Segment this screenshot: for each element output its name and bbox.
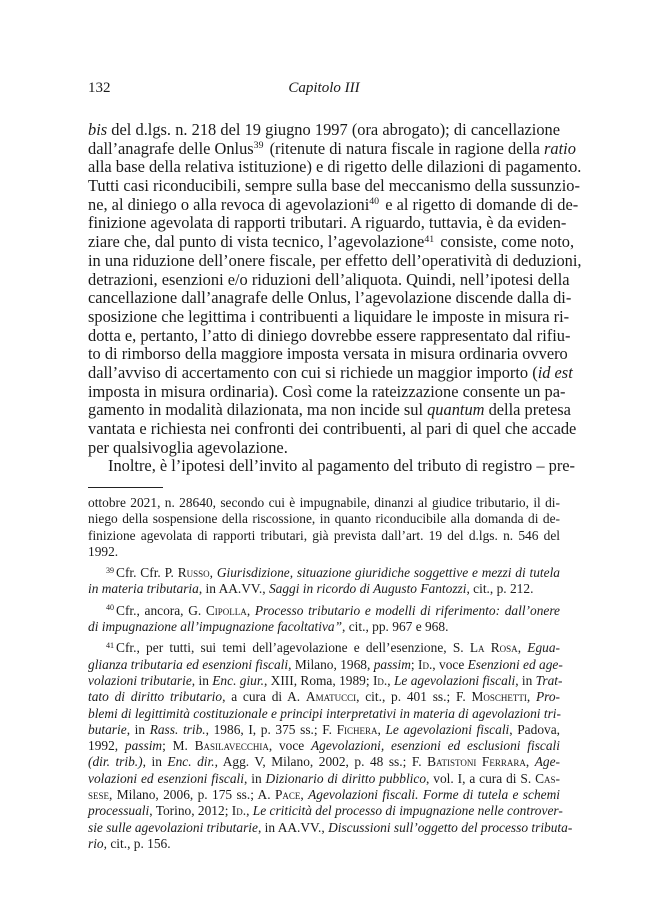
footnote-line: [88, 803, 563, 819]
small-caps-author: Fichera: [336, 721, 378, 737]
footnote-line: [88, 511, 560, 527]
italic-run: Rass. trib.: [149, 721, 206, 737]
text-run: to di rimborso della maggiore imposta versata in misura ordinaria ovvero: [88, 344, 568, 364]
italic-run: Dizionario di diritto pubblico: [265, 770, 427, 786]
text-run: , vol. I, a cura di S.: [426, 770, 536, 786]
text-line: [88, 381, 566, 402]
footnote-marker: 40: [106, 603, 115, 613]
footnote-line: [88, 672, 563, 689]
text-run: (ritenute di natura fiscale in ragione della: [265, 138, 545, 158]
italic-run: volazioni tributarie: [88, 672, 192, 688]
text-run: ,: [246, 803, 253, 819]
small-caps-author: Moschetti: [471, 689, 527, 705]
text-run: , in AA.VV.,: [198, 581, 269, 597]
italic-run: Enc. giur.: [212, 672, 264, 688]
text-run: Tutti casi riconducibili, sempre sulla base del meccanismo della sussunzio-: [88, 176, 580, 196]
text-run: dotta e, pertanto, l’atto di diniego dovrebbe essere rappresentato dal rifiu-: [88, 325, 571, 345]
footnote-line: [88, 581, 560, 597]
text-run: per qualsivoglia agevolazione.: [88, 437, 288, 457]
text-run: ziare che, dal punto di vista tecnico, l’agevolazione: [88, 232, 425, 252]
text-run: ,: [525, 754, 535, 770]
italic-run: Agevolazioni, esenzioni ed esclusioni fiscali: [310, 738, 560, 754]
small-caps-author: Russo: [177, 565, 210, 581]
italic-run: Pro-: [535, 689, 561, 705]
italic-run: glianza tributaria ed esenzioni fiscali: [88, 656, 289, 672]
text-run: , voce: [432, 656, 468, 672]
text-line: [88, 232, 575, 252]
small-caps-author: Id.: [231, 803, 247, 819]
text-run: della pretesa: [484, 400, 571, 420]
footnote-line: [88, 706, 560, 722]
text-line: [88, 213, 567, 233]
footnote-line: [88, 640, 560, 656]
italic-run: Giurisdizione, situazione giuridiche soggettive e mezzi di tutela: [216, 565, 560, 581]
text-run: , Milano, 2006, p. 175 ss.; A.: [109, 787, 275, 803]
italic-run: di impugnazione all’impugnazione facoltativa”: [88, 619, 343, 635]
text-run: ,: [387, 672, 394, 688]
text-run: ,: [246, 602, 255, 618]
footnote-marker: 41: [424, 233, 435, 245]
text-run: , in: [515, 672, 536, 688]
text-line: [88, 176, 580, 196]
text-run: sposizione che legittima i contribuenti a liquidare le imposte in misura ri-: [88, 306, 570, 326]
text-run: cancellazione dall’anagrafe delle Onlus, l’agevolazione discende dalla di-: [88, 288, 572, 308]
italic-run: Le agevolazioni fiscali: [385, 721, 510, 737]
text-run: , in: [142, 754, 168, 770]
text-line: [88, 194, 579, 215]
text-run: finizione agevolata di rapporti tributari. A riguardo, tuttavia, è da eviden-: [88, 213, 567, 233]
text-run: Cfr. Cfr. P.: [116, 565, 178, 581]
text-run: e al rigetto di domande di de-: [381, 194, 579, 214]
text-line: [88, 288, 572, 308]
italic-run: Processo tributario e modelli di riferimento: dall’onere: [254, 602, 560, 618]
small-caps-author: Amatucci: [305, 689, 357, 705]
text-run: ottobre 2021, n. 28640, secondo cui è impugnabile, dinanzi al giudice tributario, il di-: [88, 495, 560, 510]
small-caps-author: Pace: [274, 787, 301, 803]
italic-run: Discussioni sull’oggetto del processo tributa-: [328, 819, 573, 835]
footnote-marker: 41: [106, 640, 115, 650]
italic-run: blemi di legittimità costituzionale e principi interpretativi in materia di agevolazioni tri-: [88, 705, 561, 721]
footnote-line: [88, 722, 560, 738]
footnotes: [88, 495, 573, 852]
italic-run: ratio: [544, 138, 576, 158]
footnote-marker: 40: [369, 196, 380, 208]
text-run: ,: [377, 721, 386, 737]
italic-run: Enc. dir.: [167, 754, 215, 770]
text-line: [88, 362, 573, 383]
text-run: , XIII, Roma, 1989;: [263, 672, 373, 688]
footnote-marker: 39: [253, 140, 264, 152]
small-caps-author: Basilavecchia: [194, 738, 269, 754]
text-run: , Torino, 2012;: [149, 803, 232, 819]
text-run: del d.lgs. n. 218 del 19 giugno 1997 (ora abrogato); di cancellazione: [107, 120, 560, 139]
italic-run: Le agevolazioni fiscali: [393, 672, 516, 688]
footnote-line: [88, 689, 560, 705]
text-run: , voce: [268, 738, 311, 754]
footnote-line: [88, 528, 560, 544]
page-header: [88, 80, 560, 100]
text-run: dall’avviso di accertamento con cui si richiede un maggior importo (: [88, 362, 538, 382]
text-run: vantata e richiesta nei confronti dei contribuenti, al pari di quel che accade: [88, 419, 577, 438]
italic-run: passim: [373, 656, 411, 672]
footnote-line: [88, 495, 560, 511]
small-caps-author: La Rosa: [469, 640, 518, 656]
text-run: imposta in misura ordinaria). Così come la rateizzazione consente un pa-: [88, 381, 566, 401]
text-line: [88, 344, 568, 364]
small-caps-author: Id.: [372, 672, 388, 688]
text-run: in una riduzione dell’onere fiscale, per effetto dell’operatività di deduzioni,: [88, 250, 582, 270]
footnote-separator: [88, 487, 163, 488]
italic-run: (dir. trib.): [88, 754, 143, 770]
text-run: consiste, come noto,: [436, 232, 575, 252]
text-run: alla base della relativa istituzione) e di rigetto delle dilazioni di pagamento.: [88, 157, 582, 177]
footnote-line: [88, 787, 560, 803]
small-caps-author: sese: [88, 787, 110, 803]
text-run: Inoltre, è l’ipotesi dell’invito al pagamento del tributo di registro – pre-: [108, 456, 576, 476]
text-run: , Agg. V, Milano, 2002, p. 48 ss.; F.: [214, 754, 428, 770]
italic-run: Le criticità del processo di impugnazione nelle controver-: [252, 803, 563, 819]
text-run: , in: [243, 770, 266, 786]
text-run: , Milano, 1968,: [288, 656, 374, 672]
text-run: Cfr., per tutti, sui temi dell’agevolazione e dell’esenzione, S.: [116, 640, 470, 656]
footnote-line: [88, 544, 560, 560]
text-line: [88, 250, 582, 271]
text-line: [88, 269, 570, 290]
text-run: finizione agevolata di rapporti tributari, già prevista dall’art. 19 del d.lgs. n. 546 del: [88, 527, 560, 543]
text-run: Cfr., ancora, G.: [116, 602, 206, 618]
text-run: ,: [300, 787, 309, 803]
italic-run: rio: [88, 835, 104, 851]
body-text: [88, 120, 582, 476]
text-run: detrazioni, esenzioni e/o riduzioni dell’aliquota. Quindi, nell’ipotesi della: [88, 269, 570, 289]
italic-run: Age-: [534, 754, 560, 770]
footnote-line: [88, 565, 560, 581]
text-run: , in: [191, 672, 213, 688]
text-run: , cit., p. 401 ss.; F.: [356, 689, 472, 705]
italic-run: processuali: [88, 803, 150, 819]
small-caps-author: Cas-: [535, 770, 560, 786]
italic-run: Trat-: [535, 672, 563, 688]
text-line: [88, 306, 570, 327]
italic-run: volazioni ed esenzioni fiscali: [88, 770, 244, 786]
italic-run: tato di diritto tributario: [88, 689, 223, 705]
footnote-line: [88, 603, 560, 619]
italic-run: in materia tributaria: [88, 581, 199, 597]
footnote-line: [88, 754, 560, 770]
text-line: [88, 400, 571, 420]
text-run: 1992.: [88, 543, 119, 559]
text-run: ,: [526, 689, 536, 705]
italic-run: passim: [124, 738, 163, 754]
small-caps-author: Batistoni Ferrara: [427, 754, 526, 770]
small-caps-author: Cipolla: [205, 602, 247, 618]
italic-run: quantum: [427, 400, 485, 420]
text-run: ,: [209, 565, 217, 581]
text-run: , cit., pp. 967 e 968.: [342, 619, 449, 635]
text-line: [88, 121, 560, 140]
text-line: [88, 439, 560, 458]
footnote-marker: 39: [106, 565, 115, 575]
italic-run: Agevolazioni fiscali. Forme di tutela e schemi: [308, 787, 560, 803]
running-title: Capitolo III: [288, 80, 360, 96]
text-run: , Padova,: [509, 721, 560, 737]
text-run: ;: [410, 656, 418, 672]
page-number: 132: [88, 80, 111, 96]
text-run: , cit., p. 212.: [466, 581, 534, 597]
text-run: , in AA.VV.,: [257, 819, 329, 835]
text-line: [88, 419, 577, 439]
italic-run: butarie: [88, 721, 127, 737]
text-run: gamento in modalità dilazionata, ma non incide sul: [88, 400, 428, 420]
text-line: [88, 138, 576, 159]
footnote-line: [88, 619, 560, 635]
text-line: [88, 157, 582, 177]
text-run: ,: [517, 640, 528, 656]
italic-run: id est: [537, 362, 573, 382]
small-caps-author: Id.: [417, 656, 433, 672]
footnote-line: [88, 771, 560, 787]
italic-run: bis: [88, 120, 108, 139]
text-run: , a cura di A.: [222, 689, 306, 705]
text-line: [88, 456, 576, 476]
text-run: dall’anagrafe delle Onlus: [88, 138, 254, 158]
text-run: , in: [126, 721, 150, 737]
text-run: , cit., p. 156.: [103, 835, 171, 851]
footnote-line: [88, 738, 560, 754]
text-run: ne, al diniego o alla revoca di agevolazioni: [88, 194, 370, 214]
text-run: niego della sospensione della riscossione, in quanto riconducibile alla domanda di de-: [88, 511, 560, 527]
italic-run: sie sulle agevolazioni tributarie: [88, 819, 258, 835]
footnote-line: [88, 836, 560, 852]
text-run: 1992,: [88, 738, 125, 754]
text-line: [88, 325, 571, 346]
italic-run: Egua-: [527, 640, 560, 656]
italic-run: Esenzioni ed age-: [467, 656, 563, 672]
text-run: , 1986, I, p. 375 ss.; F.: [205, 721, 337, 737]
footnote-line: [88, 819, 573, 836]
text-run: ; M.: [162, 738, 195, 754]
italic-run: Saggi in ricordo di Augusto Fantozzi: [268, 581, 467, 597]
footnote-line: [88, 656, 563, 673]
